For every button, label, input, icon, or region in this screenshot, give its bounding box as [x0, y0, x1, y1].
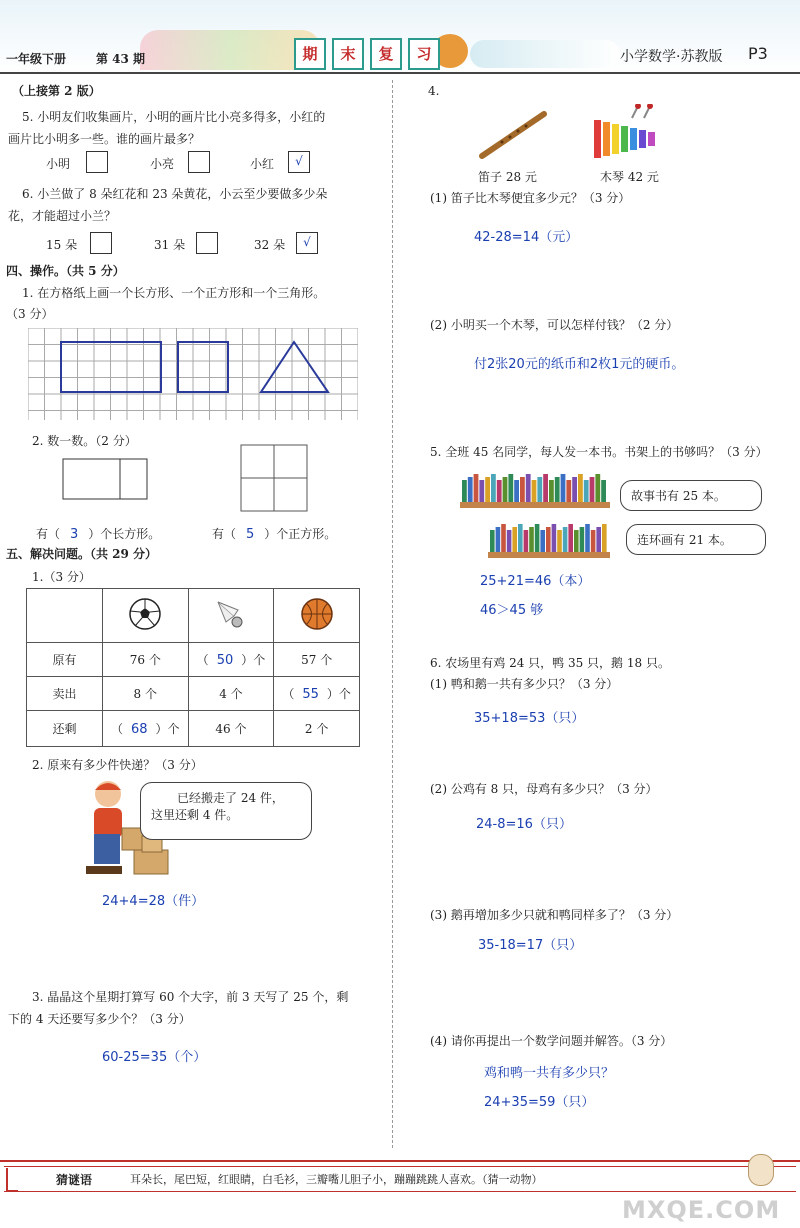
book [543, 474, 548, 502]
banner-char: 末 [332, 38, 364, 70]
banner-char: 复 [370, 38, 402, 70]
book [566, 480, 571, 502]
speech-bubble [140, 782, 312, 840]
table-answer[interactable]: 55 [302, 687, 319, 702]
q6-4-answer[interactable]: 24+35=59（只） [484, 1095, 595, 1110]
q6-2-text: (2) 公鸡有 8 只，母鸡有多少只？（3 分） [430, 782, 658, 796]
q4-1-text: (1) 笛子比木琴便宜多少元？（3 分） [430, 191, 631, 205]
flute-illustration [478, 110, 548, 160]
count-sq-answer-line [212, 525, 336, 542]
book [602, 524, 607, 552]
book [501, 524, 506, 552]
banner-char: 期 [294, 38, 326, 70]
header-subject: 小学数学·苏教版 [620, 49, 723, 65]
q6-2-answer[interactable]: 24-8=16（只） [476, 817, 572, 832]
table-cell: （ 50 ）个 [188, 643, 274, 677]
problem-2-answer[interactable]: 24+4=28（件） [102, 894, 205, 909]
table-cell: 76 个 [102, 643, 188, 677]
speech-bubble-comic: 连环画有 21 本。 [626, 524, 766, 555]
book [591, 530, 596, 552]
table-row [27, 677, 360, 711]
q4-2-answer[interactable]: 付2张20元的纸币和2枚1元的硬币。 [474, 357, 685, 372]
book [585, 524, 590, 552]
table-cell: （ 68 ）个 [102, 711, 188, 747]
option-checkbox[interactable] [90, 232, 112, 254]
continue-note: （上接第 2 版） [12, 84, 101, 98]
book [497, 480, 502, 502]
book [590, 477, 595, 502]
q6-3-text: (3) 鹅再增加多少只就和鸭同样多了？（3 分） [430, 908, 679, 922]
row-label: 原有 [27, 643, 103, 677]
book [512, 527, 517, 552]
option-checkbox[interactable] [86, 151, 108, 173]
table-cell: 57 个 [274, 643, 360, 677]
drawn-triangle [261, 342, 328, 392]
book [490, 530, 495, 552]
count-label: 有（ [36, 527, 61, 541]
bubble-text: 这里还剩 4 件。 [151, 808, 239, 822]
book [578, 474, 583, 502]
book [532, 480, 537, 502]
q5-text2: 画片比小明多一些。谁的画片最多？ [8, 132, 201, 146]
problem-1-label: 1.（3 分） [32, 570, 91, 584]
q6-text2: 花，才能超过小兰？ [8, 209, 117, 223]
book [524, 530, 529, 552]
table-cell: 2 个 [274, 711, 360, 747]
sales-table [26, 588, 360, 747]
book [572, 477, 577, 502]
book [491, 474, 496, 502]
q5-text: 5. 全班 45 名同学，每人发一本书。书架上的书够吗？（3 分） [430, 445, 768, 459]
book [574, 530, 579, 552]
header-right-decoration [470, 40, 620, 68]
table-cell: （ 55 ）个 [274, 677, 360, 711]
table-cell [27, 589, 103, 643]
footer-bracket [6, 1168, 18, 1192]
option-label: 小红 [250, 157, 275, 171]
header-issue: 第 43 期 [96, 52, 146, 66]
q5-text: 5. 小明友们收集画片，小明的画片比小亮多得多，小红的 [22, 110, 326, 124]
book [526, 474, 531, 502]
option-checkbox[interactable]: √ [288, 151, 310, 173]
book [507, 530, 512, 552]
q5-answer-1[interactable]: 25+21=46（本） [480, 574, 591, 589]
row-label: 还剩 [27, 711, 103, 747]
op2-text: 2. 数一数。（2 分） [32, 434, 137, 448]
q4-1-answer[interactable]: 42-28=14（元） [474, 230, 579, 245]
book [540, 530, 545, 552]
book [596, 527, 601, 552]
option-label: 15 朵 [46, 238, 78, 252]
table-cell: 8 个 [102, 677, 188, 711]
table-answer[interactable]: 68 [131, 722, 148, 737]
shuttlecock-cell [188, 589, 274, 643]
book [561, 474, 566, 502]
count-figure-squares [240, 444, 310, 514]
option-checkbox[interactable]: √ [296, 232, 318, 254]
count-figure-rectangles [62, 458, 150, 502]
table-row [27, 643, 360, 677]
op1-text2: （3 分） [6, 307, 54, 321]
drawn-square [178, 342, 228, 392]
option-label: 32 朵 [254, 238, 286, 252]
book [555, 477, 560, 502]
option-label: 小亮 [150, 157, 175, 171]
xylophone-price: 木琴 42 元 [600, 170, 659, 184]
q6-text: 6. 农场里有鸡 24 只，鸭 35 只，鹅 18 只。 [430, 656, 670, 670]
book [535, 524, 540, 552]
q6-1-answer[interactable]: 35+18=53（只） [474, 711, 585, 726]
book [496, 527, 501, 552]
row-label: 卖出 [27, 677, 103, 711]
section-5-title: 五、解决问题。（共 29 分） [6, 547, 158, 561]
basketball-icon [301, 598, 333, 630]
book [508, 474, 513, 502]
shuttlecock-icon [214, 598, 248, 630]
bookshelf-lower [488, 520, 610, 560]
footer-rabbit-icon [748, 1154, 774, 1186]
book [595, 474, 600, 502]
table-row [27, 589, 360, 643]
header-decoration [140, 30, 320, 70]
option-checkbox[interactable] [188, 151, 210, 173]
book [557, 530, 562, 552]
book [580, 527, 585, 552]
basketball-cell [274, 589, 360, 643]
table-cell: 4 个 [188, 677, 274, 711]
book [503, 477, 508, 502]
book [479, 480, 484, 502]
book [474, 474, 479, 502]
banner-char: 习 [408, 38, 440, 70]
book [549, 480, 554, 502]
op1-text: 1. 在方格纸上画一个长方形、一个正方形和一个三角形。 [22, 286, 326, 300]
count-sq-answer[interactable]: 5 [246, 527, 255, 542]
riddle-text: 耳朵长，尾巴短，红眼睛，白毛衫，三瓣嘴儿胆子小，蹦蹦跳跳人喜欢。（猜一动物） [130, 1173, 543, 1186]
book [563, 527, 568, 552]
section-4-title: 四、操作。（共 5 分） [6, 264, 125, 278]
q4-number: 4. [428, 84, 440, 98]
bookshelf-upper [460, 470, 610, 510]
problem-3-answer[interactable]: 60-25=35（个） [102, 1050, 207, 1065]
q6-3-answer[interactable]: 35-18=17（只） [478, 938, 583, 953]
watermark-text: MXQE.COM [622, 1196, 781, 1224]
banner [294, 38, 440, 70]
option-checkbox[interactable] [196, 232, 218, 254]
problem-3-text2: 下的 4 天还要写多少个？（3 分） [8, 1012, 191, 1026]
bubble-text: 已经搬走了 24 件， [177, 791, 284, 805]
q5-answer-2[interactable]: 46＞45 够 [480, 603, 544, 618]
book [552, 524, 557, 552]
book [520, 477, 525, 502]
xylophone-illustration [592, 104, 662, 162]
book [518, 524, 523, 552]
count-label: 有（ [212, 527, 237, 541]
soccer-ball-icon [129, 598, 161, 630]
problem-2-text: 2. 原来有多少件快递？（3 分） [32, 758, 203, 772]
soccer-ball-cell [102, 589, 188, 643]
book [485, 477, 490, 502]
column-divider [392, 80, 393, 1148]
header-grade: 一年级下册 [6, 52, 67, 66]
book [601, 480, 606, 502]
book [584, 480, 589, 502]
table-row [27, 711, 360, 747]
count-rect-answer[interactable]: 3 [70, 527, 79, 542]
q6-4-question[interactable]: 鸡和鸭一共有多少只？ [484, 1066, 615, 1081]
count-label: ）个长方形。 [88, 527, 161, 541]
grid-paper [28, 328, 358, 420]
book [546, 527, 551, 552]
footer-rule [0, 1160, 800, 1162]
table-cell: 46 个 [188, 711, 274, 747]
flute-price: 笛子 28 元 [478, 170, 537, 184]
book [514, 480, 519, 502]
speech-bubble-story: 故事书有 25 本。 [620, 480, 762, 511]
q6-4-text: (4) 请你再提出一个数学问题并解答。（3 分） [430, 1034, 673, 1048]
q6-text: 6. 小兰做了 8 朵红花和 23 朵黄花，小云至少要做多少朵 [22, 187, 328, 201]
option-label: 31 朵 [154, 238, 186, 252]
count-label: ）个正方形。 [264, 527, 337, 541]
option-label: 小明 [46, 157, 71, 171]
table-answer[interactable]: 50 [216, 653, 234, 668]
q6-1-text: (1) 鸭和鹅一共有多少只？（3 分） [430, 677, 619, 691]
book [462, 480, 467, 502]
book [468, 477, 473, 502]
q4-2-text: (2) 小明买一个木琴，可以怎样付钱？（2 分） [430, 318, 679, 332]
book [537, 477, 542, 502]
problem-3-text: 3. 晶晶这个星期打算写 60 个大字，前 3 天写了 25 个，剩 [32, 990, 349, 1004]
header-rule [0, 72, 800, 74]
book [529, 527, 534, 552]
riddle-label: 猜谜语 [56, 1173, 93, 1187]
header-page: P3 [748, 44, 768, 63]
count-rect-answer-line [36, 525, 160, 542]
book [568, 524, 573, 552]
